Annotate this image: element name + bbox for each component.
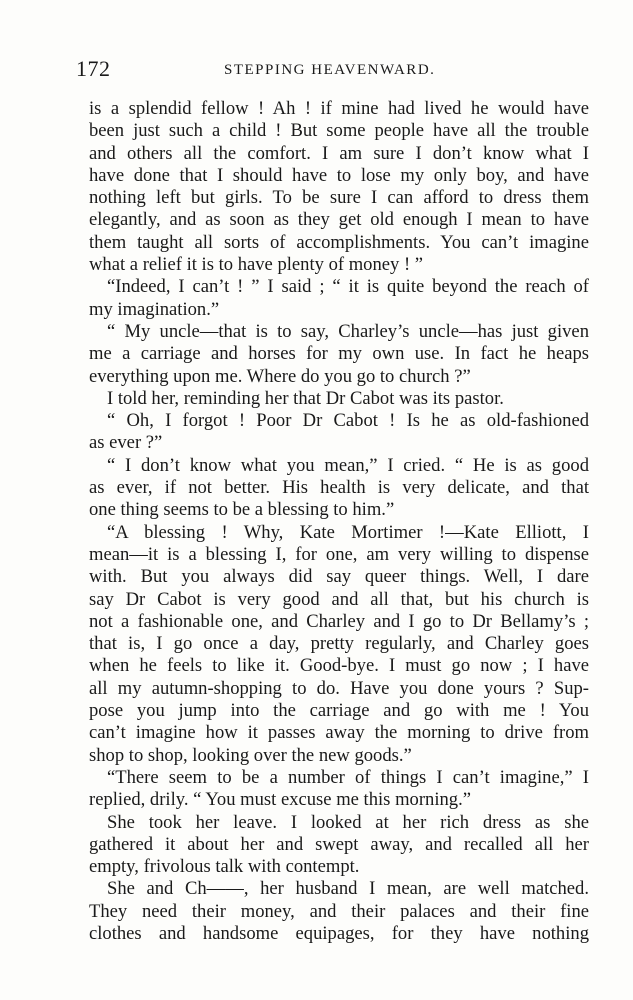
text-line: I told her, reminding her that Dr Cabot was its pastor.	[107, 387, 504, 409]
text-line: shop to shop, looking over the new goods.”	[89, 744, 412, 766]
text-line: mean—it is a blessing I, for one, am very willing to dispense	[89, 543, 589, 565]
text-line: everything upon me. Where do you go to church ?”	[89, 365, 471, 387]
text-line: say Dr Cabot is very good and all that, but his church is	[89, 588, 589, 610]
text-line: “Indeed, I can’t ! ” I said ; “ it is quite beyond the reach of	[107, 276, 589, 298]
text-line: my imagination.”	[89, 298, 220, 320]
text-line: can’t imagine how it passes away the morning to drive from	[89, 722, 589, 744]
text-line: “ Oh, I forgot ! Poor Dr Cabot ! Is he as old-fashioned	[107, 410, 589, 432]
text-line: as ever ?”	[89, 432, 163, 454]
text-line: that is, I go once a day, pretty regularly, and Charley goes	[89, 633, 589, 655]
text-line: gathered it about her and swept away, and recalled all her	[89, 833, 589, 855]
running-title: STEPPING HEAVENWARD.	[224, 62, 436, 78]
text-line: pose you jump into the carriage and go with me ! You	[89, 700, 589, 722]
text-line: one thing seems to be a blessing to him.”	[89, 499, 395, 521]
text-line: “A blessing ! Why, Kate Mortimer !—Kate Elliott, I	[107, 521, 589, 543]
text-line: empty, frivolous talk with contempt.	[89, 856, 360, 878]
text-line: with. But you always did say queer things. Well, I dare	[89, 566, 589, 588]
page-number: 172	[76, 56, 111, 81]
text-line: She took her leave. I looked at her rich dress as she	[107, 811, 589, 833]
text-line: have done that I should have to lose my only boy, and have	[89, 164, 589, 186]
text-line: been just such a child ! But some people have all the trouble	[89, 120, 589, 142]
text-line: when he feels to like it. Good-bye. I must go now ; I have	[89, 655, 589, 677]
text-line: all my autumn-shopping to do. Have you done yours ? Sup-	[89, 677, 589, 699]
text-line: “ I don’t know what you mean,” I cried. “ He is as good	[107, 454, 589, 476]
text-line: nothing left but girls. To be sure I can afford to dress them	[89, 187, 589, 209]
text-line: is a splendid fellow ! Ah ! if mine had lived he would have	[89, 98, 589, 119]
text-line: “ My uncle—that is to say, Charley’s uncle—has just given	[107, 320, 589, 342]
body-text	[89, 98, 589, 945]
text-line: They need their money, and their palaces and their fine	[89, 900, 589, 922]
text-line: She and Ch——, her husband I mean, are well matched.	[107, 878, 589, 900]
text-line: as ever, if not better. His health is very delicate, and that	[89, 477, 589, 499]
text-line: “There seem to be a number of things I can’t imagine,” I	[107, 766, 589, 788]
text-line: clothes and handsome equipages, for they have nothing	[89, 922, 589, 944]
text-line: replied, drily. “ You must excuse me this morning.”	[89, 789, 471, 811]
text-line: them taught all sorts of accomplishments. You can’t imagine	[89, 231, 589, 253]
text-line: me a carriage and horses for my own use. In fact he heaps	[89, 343, 589, 365]
text-line: not a fashionable one, and Charley and I go to Dr Bellamy’s ;	[89, 610, 589, 632]
text-line: elegantly, and as soon as they get old enough I mean to have	[89, 209, 589, 231]
text-line: and others all the comfort. I am sure I don’t know what I	[89, 142, 589, 164]
text-line: what a relief it is to have plenty of money ! ”	[89, 254, 424, 276]
page-header	[76, 56, 586, 86]
